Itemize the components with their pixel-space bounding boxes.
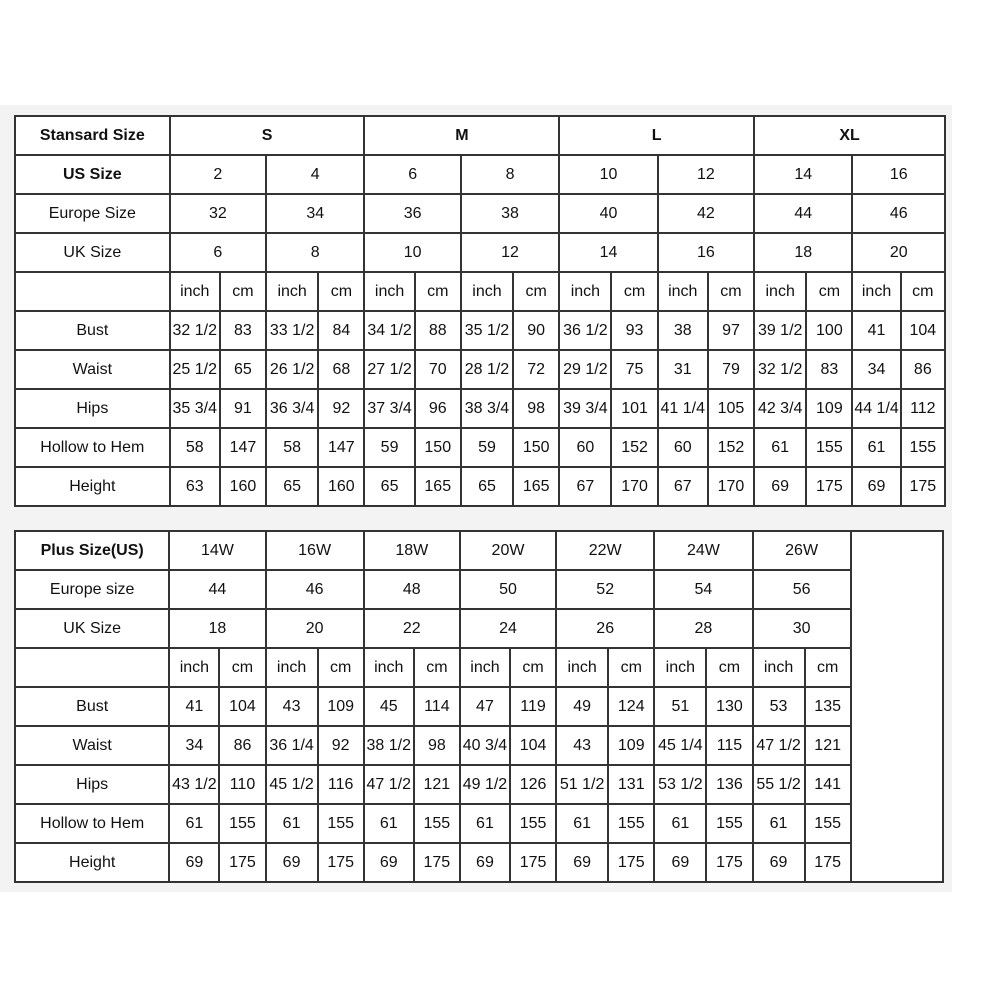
value-cell: 90	[513, 311, 559, 350]
uk-size-cell: 6	[170, 233, 266, 272]
unit-inch-cell: inch	[658, 272, 708, 311]
uk-size-cell: 14	[559, 233, 657, 272]
value-cell: 36 3/4	[266, 389, 318, 428]
unit-cm-cell: cm	[706, 648, 752, 687]
measurement-row	[15, 389, 945, 428]
uk-size-cell: 28	[654, 609, 752, 648]
value-cell: 91	[220, 389, 266, 428]
europe-size-cell: 46	[266, 570, 364, 609]
row-label: Hollow to Hem	[15, 804, 169, 843]
value-cell: 37 3/4	[364, 389, 414, 428]
value-cell: 109	[806, 389, 852, 428]
plus-size-table	[14, 530, 944, 883]
value-cell: 41	[852, 311, 900, 350]
europe-size-cell: 44	[169, 570, 265, 609]
uk-size-cell: 26	[556, 609, 654, 648]
size-letter-cell: L	[559, 116, 754, 155]
measurement-row	[15, 804, 943, 843]
europe-size-cell: 50	[460, 570, 556, 609]
value-cell: 160	[318, 467, 364, 506]
value-cell: 126	[510, 765, 556, 804]
value-cell: 170	[611, 467, 657, 506]
value-cell: 55 1/2	[753, 765, 805, 804]
value-cell: 100	[806, 311, 852, 350]
value-cell: 44 1/4	[852, 389, 900, 428]
uk-size-cell: 8	[266, 233, 364, 272]
value-cell: 104	[219, 687, 265, 726]
value-cell: 88	[415, 311, 461, 350]
value-cell: 175	[805, 843, 851, 882]
value-cell: 155	[414, 804, 460, 843]
unit-inch-cell: inch	[754, 272, 806, 311]
unit-cm-cell: cm	[608, 648, 654, 687]
unit-cm-cell: cm	[510, 648, 556, 687]
row-label: Hollow to Hem	[15, 428, 170, 467]
value-cell: 65	[364, 467, 414, 506]
row-label: US Size	[15, 155, 170, 194]
measurement-row	[15, 428, 945, 467]
value-cell: 72	[513, 350, 559, 389]
value-cell: 47 1/2	[364, 765, 414, 804]
value-cell: 155	[608, 804, 654, 843]
value-cell: 32 1/2	[170, 311, 220, 350]
value-cell: 51 1/2	[556, 765, 608, 804]
europe-size-cell: 32	[170, 194, 266, 233]
value-cell: 86	[219, 726, 265, 765]
unit-cm-cell: cm	[415, 272, 461, 311]
unit-cm-cell: cm	[901, 272, 945, 311]
value-cell: 31	[658, 350, 708, 389]
header-row	[15, 116, 945, 155]
measurement-row	[15, 467, 945, 506]
value-cell: 116	[318, 765, 364, 804]
value-cell: 92	[318, 726, 364, 765]
value-cell: 135	[805, 687, 851, 726]
row-label: Hips	[15, 389, 170, 428]
header-row	[15, 531, 943, 570]
value-cell: 61	[754, 428, 806, 467]
value-cell: 160	[220, 467, 266, 506]
uk-size-cell: 18	[754, 233, 852, 272]
unit-inch-cell: inch	[559, 272, 611, 311]
value-cell: 39 1/2	[754, 311, 806, 350]
value-cell: 147	[220, 428, 266, 467]
value-cell: 69	[266, 843, 318, 882]
unit-cm-cell: cm	[513, 272, 559, 311]
value-cell: 152	[708, 428, 754, 467]
value-cell: 60	[658, 428, 708, 467]
value-cell: 69	[556, 843, 608, 882]
value-cell: 109	[318, 687, 364, 726]
value-cell: 150	[415, 428, 461, 467]
value-cell: 170	[708, 467, 754, 506]
unit-inch-cell: inch	[852, 272, 900, 311]
value-cell: 70	[415, 350, 461, 389]
row-label: Waist	[15, 726, 169, 765]
unit-cm-cell: cm	[219, 648, 265, 687]
value-cell: 61	[169, 804, 219, 843]
europe-size-cell: 42	[658, 194, 754, 233]
measurement-row	[15, 311, 945, 350]
value-cell: 121	[414, 765, 460, 804]
uk-size-cell: 18	[169, 609, 265, 648]
value-cell: 40 3/4	[460, 726, 510, 765]
value-cell: 68	[318, 350, 364, 389]
value-cell: 58	[170, 428, 220, 467]
value-cell: 61	[364, 804, 414, 843]
value-cell: 119	[510, 687, 556, 726]
value-cell: 92	[318, 389, 364, 428]
value-cell: 49 1/2	[460, 765, 510, 804]
value-cell: 41	[169, 687, 219, 726]
row-label: Height	[15, 843, 169, 882]
value-cell: 53	[753, 687, 805, 726]
value-cell: 175	[806, 467, 852, 506]
unit-inch-cell: inch	[753, 648, 805, 687]
measurement-row	[15, 765, 943, 804]
value-cell: 28 1/2	[461, 350, 513, 389]
us-size-cell: 6	[364, 155, 460, 194]
value-cell: 96	[415, 389, 461, 428]
us-size-cell: 8	[461, 155, 559, 194]
us-size-cell: 14	[754, 155, 852, 194]
us-size-cell: 16	[852, 155, 945, 194]
europe-size-row	[15, 194, 945, 233]
value-cell: 47	[460, 687, 510, 726]
plus-size-cell: 22W	[556, 531, 654, 570]
value-cell: 175	[219, 843, 265, 882]
value-cell: 155	[318, 804, 364, 843]
value-cell: 32 1/2	[754, 350, 806, 389]
plus-size-cell: 20W	[460, 531, 556, 570]
value-cell: 45 1/2	[266, 765, 318, 804]
value-cell: 130	[706, 687, 752, 726]
uk-size-cell: 20	[266, 609, 364, 648]
value-cell: 175	[608, 843, 654, 882]
us-size-cell: 4	[266, 155, 364, 194]
unit-row	[15, 648, 943, 687]
unit-cm-cell: cm	[318, 648, 364, 687]
value-cell: 136	[706, 765, 752, 804]
row-label: Bust	[15, 311, 170, 350]
value-cell: 75	[611, 350, 657, 389]
value-cell: 165	[513, 467, 559, 506]
value-cell: 104	[901, 311, 945, 350]
value-cell: 29 1/2	[559, 350, 611, 389]
value-cell: 69	[460, 843, 510, 882]
us-size-cell: 12	[658, 155, 754, 194]
value-cell: 34 1/2	[364, 311, 414, 350]
value-cell: 147	[318, 428, 364, 467]
unit-cm-cell: cm	[708, 272, 754, 311]
europe-size-cell: 34	[266, 194, 364, 233]
value-cell: 152	[611, 428, 657, 467]
value-cell: 79	[708, 350, 754, 389]
unit-row	[15, 272, 945, 311]
plus-size-cell: 24W	[654, 531, 752, 570]
table-title: Plus Size(US)	[15, 531, 169, 570]
size-letter-cell: S	[170, 116, 365, 155]
unit-cm-cell: cm	[220, 272, 266, 311]
value-cell: 67	[559, 467, 611, 506]
measurement-row	[15, 350, 945, 389]
value-cell: 155	[901, 428, 945, 467]
value-cell: 155	[806, 428, 852, 467]
uk-size-cell: 12	[461, 233, 559, 272]
value-cell: 175	[901, 467, 945, 506]
value-cell: 175	[414, 843, 460, 882]
value-cell: 61	[266, 804, 318, 843]
unit-inch-cell: inch	[461, 272, 513, 311]
blank-column	[851, 531, 943, 882]
value-cell: 42 3/4	[754, 389, 806, 428]
value-cell: 43 1/2	[169, 765, 219, 804]
value-cell: 155	[219, 804, 265, 843]
value-cell: 175	[318, 843, 364, 882]
unit-inch-cell: inch	[654, 648, 706, 687]
us-size-cell: 10	[559, 155, 657, 194]
value-cell: 61	[460, 804, 510, 843]
value-cell: 69	[753, 843, 805, 882]
value-cell: 51	[654, 687, 706, 726]
value-cell: 34	[169, 726, 219, 765]
europe-size-cell: 36	[364, 194, 460, 233]
value-cell: 61	[852, 428, 900, 467]
unit-cm-cell: cm	[611, 272, 657, 311]
value-cell: 83	[220, 311, 266, 350]
value-cell: 69	[754, 467, 806, 506]
plus-size-cell: 18W	[364, 531, 460, 570]
value-cell: 65	[220, 350, 266, 389]
value-cell: 112	[901, 389, 945, 428]
uk-size-cell: 30	[753, 609, 851, 648]
plus-size-cell: 26W	[753, 531, 851, 570]
value-cell: 61	[753, 804, 805, 843]
value-cell: 83	[806, 350, 852, 389]
table-title: Stansard Size	[15, 116, 170, 155]
us-size-cell: 2	[170, 155, 266, 194]
value-cell: 175	[706, 843, 752, 882]
row-label: UK Size	[15, 609, 169, 648]
plus-size-cell: 16W	[266, 531, 364, 570]
europe-size-cell: 52	[556, 570, 654, 609]
size-letter-cell: M	[364, 116, 559, 155]
row-label: Hips	[15, 765, 169, 804]
value-cell: 165	[415, 467, 461, 506]
value-cell: 69	[364, 843, 414, 882]
value-cell: 38	[658, 311, 708, 350]
value-cell: 35 3/4	[170, 389, 220, 428]
value-cell: 36 1/4	[266, 726, 318, 765]
value-cell: 121	[805, 726, 851, 765]
value-cell: 61	[654, 804, 706, 843]
value-cell: 25 1/2	[170, 350, 220, 389]
uk-size-cell: 24	[460, 609, 556, 648]
unit-inch-cell: inch	[556, 648, 608, 687]
measurement-row	[15, 843, 943, 882]
value-cell: 38 3/4	[461, 389, 513, 428]
row-label: Europe size	[15, 570, 169, 609]
blank-cell	[15, 272, 170, 311]
uk-size-cell: 22	[364, 609, 460, 648]
value-cell: 65	[461, 467, 513, 506]
value-cell: 49	[556, 687, 608, 726]
value-cell: 69	[852, 467, 900, 506]
value-cell: 110	[219, 765, 265, 804]
value-cell: 38 1/2	[364, 726, 414, 765]
value-cell: 27 1/2	[364, 350, 414, 389]
europe-size-cell: 46	[852, 194, 945, 233]
uk-size-row	[15, 609, 943, 648]
europe-size-cell: 56	[753, 570, 851, 609]
value-cell: 61	[556, 804, 608, 843]
value-cell: 69	[169, 843, 219, 882]
value-cell: 69	[654, 843, 706, 882]
row-label: Europe Size	[15, 194, 170, 233]
value-cell: 65	[266, 467, 318, 506]
value-cell: 34	[852, 350, 900, 389]
value-cell: 43	[556, 726, 608, 765]
value-cell: 104	[510, 726, 556, 765]
measurement-row	[15, 687, 943, 726]
row-label: Waist	[15, 350, 170, 389]
uk-size-cell: 20	[852, 233, 945, 272]
value-cell: 45	[364, 687, 414, 726]
value-cell: 26 1/2	[266, 350, 318, 389]
value-cell: 115	[706, 726, 752, 765]
value-cell: 155	[510, 804, 556, 843]
unit-inch-cell: inch	[170, 272, 220, 311]
value-cell: 105	[708, 389, 754, 428]
value-cell: 150	[513, 428, 559, 467]
europe-size-cell: 44	[754, 194, 852, 233]
unit-inch-cell: inch	[266, 272, 318, 311]
value-cell: 114	[414, 687, 460, 726]
unit-cm-cell: cm	[805, 648, 851, 687]
value-cell: 33 1/2	[266, 311, 318, 350]
value-cell: 59	[461, 428, 513, 467]
value-cell: 155	[805, 804, 851, 843]
unit-cm-cell: cm	[318, 272, 364, 311]
value-cell: 67	[658, 467, 708, 506]
value-cell: 86	[901, 350, 945, 389]
europe-size-cell: 54	[654, 570, 752, 609]
unit-inch-cell: inch	[364, 648, 414, 687]
unit-inch-cell: inch	[266, 648, 318, 687]
value-cell: 41 1/4	[658, 389, 708, 428]
unit-inch-cell: inch	[169, 648, 219, 687]
value-cell: 93	[611, 311, 657, 350]
us-size-row	[15, 155, 945, 194]
value-cell: 53 1/2	[654, 765, 706, 804]
unit-cm-cell: cm	[806, 272, 852, 311]
measurement-row	[15, 726, 943, 765]
uk-size-row	[15, 233, 945, 272]
row-label: Bust	[15, 687, 169, 726]
standard-size-table	[14, 115, 946, 507]
uk-size-cell: 16	[658, 233, 754, 272]
value-cell: 45 1/4	[654, 726, 706, 765]
europe-size-cell: 40	[559, 194, 657, 233]
europe-size-row	[15, 570, 943, 609]
uk-size-cell: 10	[364, 233, 460, 272]
value-cell: 131	[608, 765, 654, 804]
value-cell: 43	[266, 687, 318, 726]
value-cell: 101	[611, 389, 657, 428]
value-cell: 98	[414, 726, 460, 765]
value-cell: 141	[805, 765, 851, 804]
unit-inch-cell: inch	[364, 272, 414, 311]
value-cell: 109	[608, 726, 654, 765]
value-cell: 84	[318, 311, 364, 350]
plus-size-cell: 14W	[169, 531, 265, 570]
europe-size-cell: 38	[461, 194, 559, 233]
unit-cm-cell: cm	[414, 648, 460, 687]
unit-inch-cell: inch	[460, 648, 510, 687]
value-cell: 47 1/2	[753, 726, 805, 765]
value-cell: 36 1/2	[559, 311, 611, 350]
value-cell: 58	[266, 428, 318, 467]
value-cell: 98	[513, 389, 559, 428]
blank-cell	[15, 648, 169, 687]
row-label: UK Size	[15, 233, 170, 272]
value-cell: 155	[706, 804, 752, 843]
row-label: Height	[15, 467, 170, 506]
value-cell: 97	[708, 311, 754, 350]
value-cell: 35 1/2	[461, 311, 513, 350]
value-cell: 175	[510, 843, 556, 882]
europe-size-cell: 48	[364, 570, 460, 609]
size-letter-cell: XL	[754, 116, 945, 155]
value-cell: 63	[170, 467, 220, 506]
value-cell: 60	[559, 428, 611, 467]
value-cell: 124	[608, 687, 654, 726]
value-cell: 39 3/4	[559, 389, 611, 428]
value-cell: 59	[364, 428, 414, 467]
